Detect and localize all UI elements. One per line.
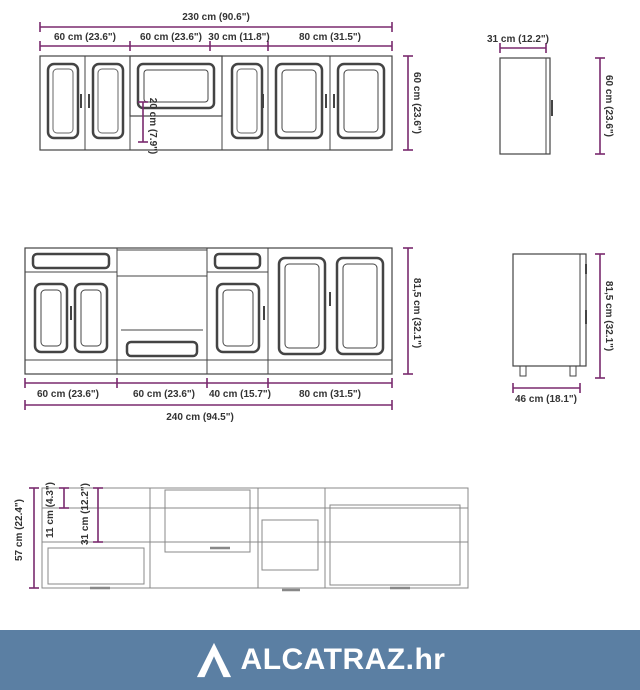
wall-side-height-label: 60 cm (23.6") — [603, 75, 614, 137]
base-side-height-label: 81,5 cm (32.1") — [603, 280, 614, 352]
wall-segment-2-label: 60 cm (23.6") — [140, 32, 202, 43]
wall-overall-width-label: 230 cm (90.6") — [182, 12, 250, 23]
section-total-height-label: 57 cm (22.4") — [14, 499, 25, 561]
section-dimension-lines — [29, 488, 103, 588]
base-segment-1-label: 60 cm (23.6") — [37, 389, 99, 400]
wall-segment-1-label: 60 cm (23.6") — [54, 32, 116, 43]
brand-name[interactable]: ALCATRAZ.hr — [240, 643, 446, 676]
wall-height-label: 60 cm (23.6") — [411, 72, 422, 134]
alcatraz-logo-icon — [195, 641, 233, 679]
base-side-depth-label: 46 cm (18.1") — [515, 394, 577, 405]
wall-segment-3-label: 30 cm (11.8") — [208, 32, 270, 43]
wall-small-height-label: 20 cm (7.9") — [147, 97, 158, 155]
base-cabinet-side-view — [513, 254, 586, 376]
wall-segment-4-label: 80 cm (31.5") — [299, 32, 361, 43]
section-shelf-gap-label: 31 cm (12.2") — [80, 483, 91, 545]
base-cabinets-front — [25, 248, 392, 374]
wall-cabinet-side-view — [500, 58, 552, 154]
base-segment-2-label: 60 cm (23.6") — [133, 389, 195, 400]
base-segment-3-label: 40 cm (15.7") — [209, 389, 271, 400]
brand-footer — [0, 630, 640, 690]
section-view — [42, 488, 468, 590]
wall-cabinets-front — [40, 56, 392, 150]
section-small-gap-label: 11 cm (4.3") — [45, 482, 56, 538]
base-overall-width-label: 240 cm (94.5") — [166, 412, 234, 423]
base-segment-4-label: 80 cm (31.5") — [299, 389, 361, 400]
base-height-label: 81,5 cm (32.1") — [411, 277, 422, 349]
wall-side-depth-label: 31 cm (12.2") — [487, 34, 549, 45]
